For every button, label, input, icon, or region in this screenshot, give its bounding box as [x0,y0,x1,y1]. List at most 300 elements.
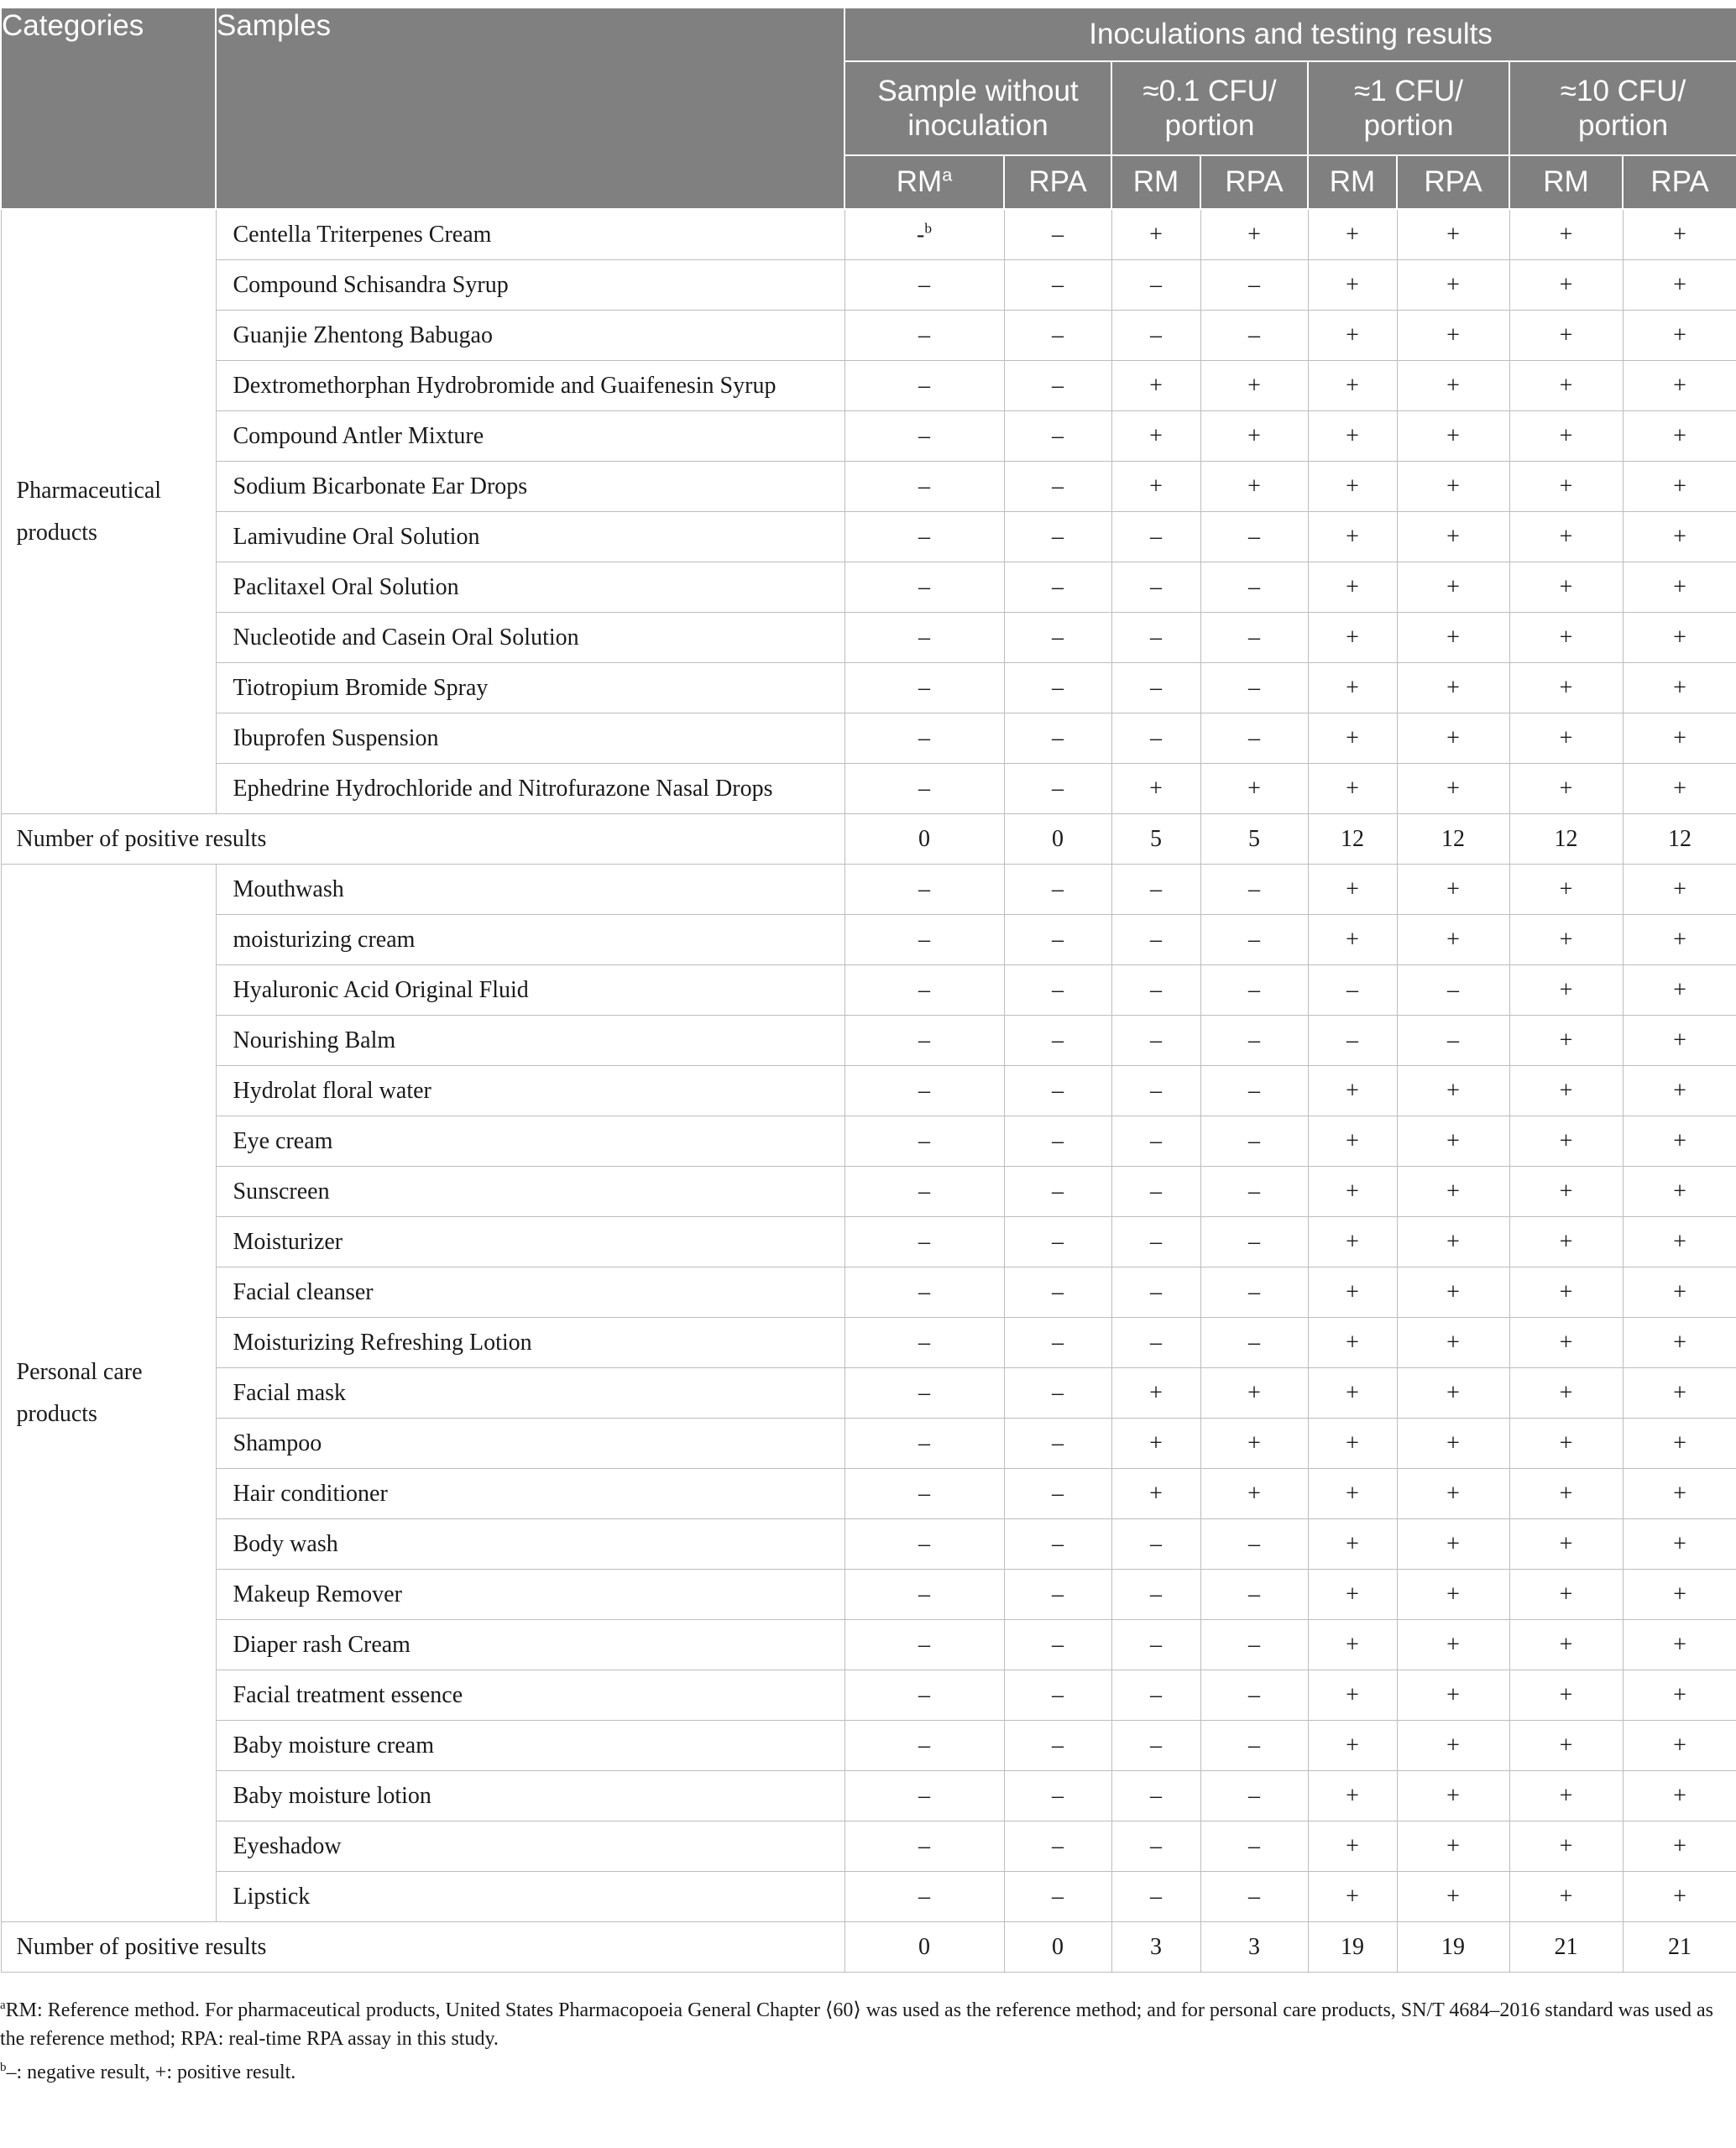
result-value: – [1052,926,1064,953]
result-cell [1397,1066,1509,1116]
result-value: – [1052,775,1064,802]
result-value: – [918,523,930,550]
result-value: – [1248,1681,1260,1708]
result-value: + [1673,1379,1686,1406]
result-cell [844,1620,1004,1670]
result-value: + [1446,271,1460,298]
result-value: + [1247,775,1261,802]
result-cell [1111,713,1200,764]
result-value: + [1673,1178,1686,1205]
result-cell [1004,764,1111,814]
result-value: – [1248,674,1260,701]
result-value: + [1346,1480,1359,1507]
sample-name-cell: Facial mask [216,1368,844,1419]
result-cell [1004,1670,1111,1721]
result-value: + [1446,1077,1460,1104]
result-value: – [1150,1530,1162,1557]
result-value: – [1052,573,1064,600]
result-cell [1308,361,1397,411]
result-value: – [918,1631,930,1658]
result-value: – [1447,976,1459,1003]
header-method-rm: RM [1509,155,1623,209]
result-value: – [1248,875,1260,902]
result-cell [1397,361,1509,411]
result-value: – [1052,1077,1064,1104]
result-cell [844,1670,1004,1721]
result-cell [1397,512,1509,562]
result-value: + [1559,724,1573,751]
result-cell [1623,915,1736,965]
result-value: + [1559,1077,1573,1104]
result-cell [1308,311,1397,361]
result-cell [1623,1419,1736,1469]
result-value: – [918,372,930,399]
result-cell [1397,1469,1509,1519]
result-value: – [1052,1480,1064,1507]
results-table [0,7,1736,1973]
header-method-rpa: RPA [1623,155,1736,209]
result-value: + [1149,1480,1163,1507]
result-value: – [1052,1530,1064,1557]
result-cell [1623,411,1736,462]
result-cell [1308,1821,1397,1872]
result-cell [1308,1368,1397,1419]
sample-name-cell: Eye cream [216,1116,844,1167]
result-cell [1004,512,1111,562]
result-cell [1004,1116,1111,1167]
result-value: + [1346,724,1359,751]
table-row [1,1721,1736,1771]
result-value: + [1446,422,1460,449]
result-value: + [1673,1631,1686,1658]
result-cell [844,1771,1004,1821]
header-level-10: ≈10 CFU/ portion [1509,61,1736,155]
result-value: – [1150,624,1162,651]
header-method-rm [844,155,1004,209]
total-value: 5 [1111,814,1200,865]
result-cell [1004,1519,1111,1570]
result-cell [1623,1368,1736,1419]
result-value: + [1446,1681,1460,1708]
result-cell [1004,1167,1111,1217]
table-row [1,915,1736,965]
result-value: + [1247,1429,1261,1456]
result-cell [1509,965,1623,1016]
table-row [1,311,1736,361]
sample-name-cell: Paclitaxel Oral Solution [216,562,844,613]
table-container [0,7,1736,2087]
result-cell [1308,1167,1397,1217]
result-value: – [1150,1732,1162,1759]
result-cell [844,1721,1004,1771]
result-value: – [918,1782,930,1809]
result-cell [1509,1721,1623,1771]
result-value: – [1150,1883,1162,1910]
result-cell [1308,1116,1397,1167]
result-cell [1200,311,1308,361]
result-value: – [1150,1681,1162,1708]
result-cell [1200,1217,1308,1267]
sample-name-cell: Compound Antler Mixture [216,411,844,462]
sample-name-cell: Ephedrine Hydrochloride and Nitrofurazone Nasal Drops [216,764,844,814]
result-value: + [1346,624,1359,651]
result-cell [1111,1419,1200,1469]
result-cell [1200,965,1308,1016]
total-value: 3 [1200,1922,1308,1973]
result-value: + [1673,1329,1686,1356]
result-cell [1308,764,1397,814]
result-cell [1004,1016,1111,1066]
result-cell [1509,411,1623,462]
result-value: + [1673,473,1686,499]
result-value: + [1446,624,1460,651]
result-cell [1200,1821,1308,1872]
table-row [1,1267,1736,1318]
result-cell [1111,1771,1200,1821]
result-cell [1200,209,1308,260]
result-value: + [1673,1782,1686,1809]
result-value: + [1559,1228,1573,1255]
result-value: + [1673,1480,1686,1507]
result-value: + [1673,875,1686,902]
result-cell [1004,713,1111,764]
result-cell [1308,965,1397,1016]
result-value: + [1559,1832,1573,1859]
result-cell [1623,562,1736,613]
table-row [1,1620,1736,1670]
total-value: 12 [1623,814,1736,865]
result-cell [1623,1318,1736,1368]
result-cell [1200,1016,1308,1066]
result-value: + [1673,422,1686,449]
sample-name-cell: Sodium Bicarbonate Ear Drops [216,462,844,512]
result-cell [1397,713,1509,764]
result-value: – [918,1832,930,1859]
header-method-rpa: RPA [1004,155,1111,209]
result-value: + [1446,321,1460,348]
result-value: + [1446,1429,1460,1456]
result-cell [844,462,1004,512]
result-value: + [1673,1278,1686,1305]
result-cell [1623,865,1736,915]
result-value: + [1446,473,1460,499]
total-value: 21 [1509,1922,1623,1973]
result-cell [1004,1570,1111,1620]
result-value: – [918,775,930,802]
totals-label: Number of positive results [1,814,844,865]
result-value: + [1559,321,1573,348]
result-cell [1200,915,1308,965]
result-cell [1623,663,1736,713]
result-cell [1200,462,1308,512]
result-cell [1623,1217,1736,1267]
result-value: + [1149,473,1163,499]
result-cell [844,1016,1004,1066]
result-cell [1509,1670,1623,1721]
result-cell [844,1469,1004,1519]
result-value: – [918,724,930,751]
table-body [1,209,1736,1973]
result-cell [1111,1066,1200,1116]
result-value: – [918,1077,930,1104]
footnote-marker-b: b [924,220,932,237]
result-value: – [1248,1027,1260,1053]
result-value: + [1673,321,1686,348]
result-value: – [1447,1027,1459,1053]
result-value: + [1446,1329,1460,1356]
result-cell [1397,462,1509,512]
sample-name-cell: Sunscreen [216,1167,844,1217]
result-value: + [1346,1077,1359,1104]
total-value: 19 [1397,1922,1509,1973]
result-value: – [1150,674,1162,701]
result-value: + [1446,1530,1460,1557]
header-method-rm: RM [1111,155,1200,209]
result-value: + [1673,221,1686,248]
result-value: + [1559,976,1573,1003]
result-value: + [1149,372,1163,399]
result-value: + [1559,1027,1573,1053]
result-value: + [1559,1581,1573,1607]
header-level-1: ≈1 CFU/ portion [1308,61,1509,155]
footnotes [0,1973,1736,2087]
result-value: – [918,1883,930,1910]
result-value: + [1559,926,1573,953]
sample-name-cell: Baby moisture lotion [216,1771,844,1821]
result-cell [1004,411,1111,462]
result-value: – [918,1732,930,1759]
footnote-marker-a: a [942,164,953,186]
result-value: + [1673,1883,1686,1910]
table-row [1,1167,1736,1217]
result-value: + [1673,573,1686,600]
result-cell [1509,1167,1623,1217]
result-cell [1397,311,1509,361]
result-cell [1397,1318,1509,1368]
result-value: + [1247,422,1261,449]
result-value: – [1052,724,1064,751]
result-cell [1200,865,1308,915]
result-value: + [1446,775,1460,802]
sample-name-cell: Makeup Remover [216,1570,844,1620]
result-value: – [1346,976,1358,1003]
result-value: – [1150,875,1162,902]
header-method-rm: RM [1308,155,1397,209]
table-row [1,1419,1736,1469]
result-value: – [1052,1278,1064,1305]
result-cell [1509,915,1623,965]
result-cell [1308,462,1397,512]
result-cell [844,1318,1004,1368]
result-cell [1509,1419,1623,1469]
sample-name-cell: Baby moisture cream [216,1721,844,1771]
result-value: + [1673,1581,1686,1607]
result-cell [1623,1116,1736,1167]
result-cell [1509,1469,1623,1519]
result-cell [1509,1368,1623,1419]
sample-name-cell: Compound Schisandra Syrup [216,260,844,311]
result-cell [1509,663,1623,713]
result-value: + [1446,1379,1460,1406]
sample-name-cell: Diaper rash Cream [216,1620,844,1670]
result-value: + [1446,1631,1460,1658]
result-cell [1308,865,1397,915]
result-value: – [918,271,930,298]
result-cell [1111,1267,1200,1318]
result-value: + [1446,1832,1460,1859]
result-cell [1004,311,1111,361]
result-cell [1509,209,1623,260]
result-value: – [918,674,930,701]
result-cell [1200,1721,1308,1771]
result-cell [844,311,1004,361]
result-value: – [1052,1379,1064,1406]
total-value: 0 [1004,814,1111,865]
result-value: + [1559,1278,1573,1305]
result-value: + [1346,1228,1359,1255]
result-value: – [1248,1530,1260,1557]
result-cell [1623,1620,1736,1670]
result-value: – [1150,1581,1162,1607]
result-cell [844,512,1004,562]
result-cell [1308,1872,1397,1922]
result-cell [1623,462,1736,512]
result-cell [1308,915,1397,965]
result-cell [844,764,1004,814]
result-value: + [1559,674,1573,701]
result-cell [1623,1872,1736,1922]
total-value: 0 [844,814,1004,865]
result-cell [1200,663,1308,713]
result-cell [1397,1217,1509,1267]
result-cell [1509,1217,1623,1267]
result-cell [1111,865,1200,915]
result-cell [1004,965,1111,1016]
result-value: + [1673,1228,1686,1255]
result-cell [1623,1167,1736,1217]
result-value: – [1248,1782,1260,1809]
result-cell [1509,260,1623,311]
table-row [1,1368,1736,1419]
result-cell [1200,260,1308,311]
result-cell [1308,562,1397,613]
result-cell [1397,1721,1509,1771]
total-value: 19 [1308,1922,1397,1973]
total-value: 0 [844,1922,1004,1973]
result-cell [1200,361,1308,411]
totals-row [1,1922,1736,1973]
result-cell [1397,613,1509,663]
result-value: – [918,573,930,600]
result-value: + [1149,1429,1163,1456]
result-value: + [1346,674,1359,701]
result-value: – [1052,1883,1064,1910]
result-cell [1308,713,1397,764]
result-cell [1623,361,1736,411]
category-cell: Personal care products [1,865,216,1922]
result-cell [1397,915,1509,965]
result-value: + [1559,473,1573,499]
result-cell [1509,1570,1623,1620]
result-value: + [1559,573,1573,600]
result-value: – [918,624,930,651]
result-cell [1200,411,1308,462]
result-cell [1004,1620,1111,1670]
result-value: + [1446,1732,1460,1759]
result-cell [1111,1167,1200,1217]
result-value: + [1346,1631,1359,1658]
result-value: – [918,1329,930,1356]
result-value: + [1559,1178,1573,1205]
sample-name-cell: Eyeshadow [216,1821,844,1872]
result-cell [1004,462,1111,512]
result-value: – [1248,321,1260,348]
result-value: + [1346,1329,1359,1356]
result-value: + [1346,1581,1359,1607]
result-cell [1509,512,1623,562]
result-value: + [1346,321,1359,348]
result-value: – [1248,271,1260,298]
result-cell [1509,462,1623,512]
result-value: + [1149,1379,1163,1406]
sample-name-cell: Hydrolat floral water [216,1066,844,1116]
result-value: – [1248,1127,1260,1154]
result-value: – [1150,1077,1162,1104]
result-value: + [1559,875,1573,902]
table-row [1,1318,1736,1368]
result-value: – [1248,1631,1260,1658]
table-row [1,411,1736,462]
result-value: – [1150,926,1162,953]
result-value: – [1150,1631,1162,1658]
result-cell [1111,1469,1200,1519]
sample-name-cell: Hyaluronic Acid Original Fluid [216,965,844,1016]
result-value: + [1446,1581,1460,1607]
result-value: – [1248,724,1260,751]
result-cell [1509,1116,1623,1167]
result-cell [1004,1419,1111,1469]
table-row [1,764,1736,814]
header-method-rpa: RPA [1200,155,1308,209]
result-value: + [1346,523,1359,550]
result-cell [1623,260,1736,311]
result-value: + [1673,724,1686,751]
result-value: – [1248,1883,1260,1910]
result-cell [1111,663,1200,713]
result-cell [1397,1872,1509,1922]
result-value: - [916,221,925,248]
result-value: – [918,321,930,348]
result-value: + [1346,1883,1359,1910]
result-value: – [918,1480,930,1507]
result-value: – [918,1681,930,1708]
result-value: + [1446,1883,1460,1910]
result-value: – [1052,1681,1064,1708]
result-value: + [1446,1782,1460,1809]
sample-name-cell: Moisturizer [216,1217,844,1267]
result-cell [844,209,1004,260]
sample-name-cell: Dextromethorphan Hydrobromide and Guaifenesin Syrup [216,361,844,411]
result-value: – [1150,271,1162,298]
header-level-none: Sample without inoculation [844,61,1111,155]
table-row [1,260,1736,311]
result-value: + [1247,372,1261,399]
result-value: – [1052,1027,1064,1053]
table-row [1,965,1736,1016]
result-cell [1200,1469,1308,1519]
result-cell [1509,1267,1623,1318]
table-row [1,1821,1736,1872]
